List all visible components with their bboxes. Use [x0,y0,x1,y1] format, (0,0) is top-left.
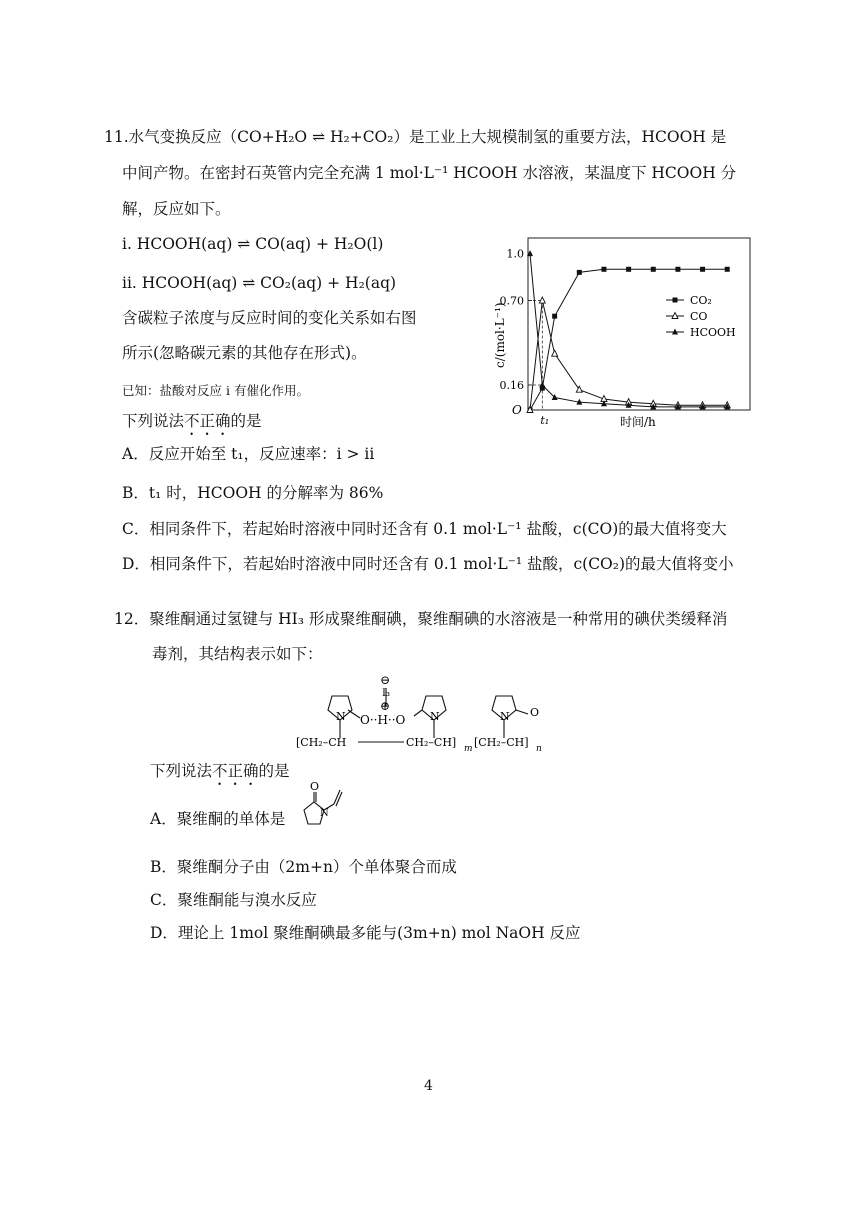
q11-line3: 解，反应如下。 [122,200,231,218]
n-label-2: N [430,710,440,723]
q11-reaction-i: i. HCOOH(aq) ⇌ CO(aq) + H₂O(l) [122,235,384,253]
point-s1-2 [552,350,558,356]
q12-ask [150,760,290,789]
q11-option-a: A．反应开始至 t₁，反应速率：i > ii [122,445,375,463]
point-s1-1 [539,297,545,303]
legend-marker-0 [673,298,678,303]
x-axis-label: 时间/h [620,415,656,429]
q11-option-d: D．相同条件下，若起始时溶液中同时还含有 0.1 mol·L⁻¹ 盐酸，c(CO₂)的最大值将变小 [122,555,734,573]
q11-ask-pre: 下列说法 [122,412,185,430]
q12-ask-post: 的是 [258,762,290,780]
q12-option-c: C．聚维酮能与溴水反应 [150,891,317,909]
chain-a: [CH₂–CH [296,736,347,749]
point-s0-6 [651,267,656,272]
q12-ask-emph: 不正确 [212,762,259,780]
point-s0-4 [601,267,606,272]
legend-label-2: HCOOH [690,326,736,339]
q11-line2: 中间产物。在密封石英管内完全充满 1 mol·L⁻¹ HCOOH 水溶液，某温度下 HCOOH 分 [122,164,737,182]
q11-known: 已知：盐酸对反应 i 有催化作用。 [122,383,309,398]
legend-label-1: CO [690,310,708,323]
q11-reaction-ii: ii. HCOOH(aq) ⇌ CO₂(aq) + H₂(aq) [122,274,397,292]
point-s0-2 [552,314,557,319]
y-tick-label-2: 0.16 [499,378,524,392]
monomer-n: N [320,808,329,819]
sub-n: n [536,744,542,754]
povidone-iodine-structure [296,670,596,760]
point-s0-7 [675,267,680,272]
i3-label: I₃ [382,688,390,699]
monomer-o: O [310,780,320,793]
page-number: 4 [424,1078,433,1094]
q11-ask [122,410,262,439]
n-label-3: N [500,710,510,723]
q12-line2: 毒剂，其结构表示如下： [152,645,323,663]
hbond-label: O··H··O [360,713,406,727]
o-label-3: O [530,706,540,719]
q12-line1: 12．聚维酮通过氢键与 HI₃ 形成聚维酮碘，聚维酮碘的水溶液是一种常用的碘伏类缓释消 [114,610,728,628]
chain-c: [CH₂–CH] [474,736,529,749]
y-tick-label-0: 1.0 [506,247,524,261]
chart-frame [528,238,750,410]
q12-option-a: A．聚维酮的单体是 [150,810,286,828]
point-s0-8 [700,267,705,272]
point-s0-3 [577,270,582,275]
q12-option-b: B．聚维酮分子由（2m+n）个单体聚合而成 [150,858,457,876]
chain-b: CH₂–CH] [406,736,457,749]
q11-ask-post: 的是 [230,412,262,430]
q11-desc2: 所示(忽略碳元素的其他存在形式)。 [122,344,367,362]
q11-option-c: C．相同条件下，若起始时溶液中同时还含有 0.1 mol·L⁻¹ 盐酸，c(CO)的最大值将变大 [122,520,727,538]
monomer-structure [290,780,360,840]
series-line-0 [530,269,727,410]
q12-ask-pre: 下列说法 [150,762,213,780]
q11-line1: 11.水气变换反应（CO+H₂O ⇌ H₂+CO₂）是工业上大规模制氢的重要方法，HCOOH 是 [104,128,727,146]
y-tick-label-1: 0.70 [499,294,524,308]
minus-charge: ⊖ [380,673,391,687]
point-s2-1 [539,381,545,387]
q11-option-b: B．t₁ 时，HCOOH 的分解率为 86% [122,484,384,502]
n-label-1: N [336,710,346,723]
sub-m: m [464,744,473,754]
chart-legend [666,294,736,339]
point-s0-5 [626,267,631,272]
q12-option-d: D．理论上 1mol 聚维酮碘最多能与(3m+n) mol NaOH 反应 [150,924,581,942]
plus-charge: ⊕ [380,699,391,713]
q11-ask-emph: 不正确 [184,412,231,430]
point-s0-9 [725,267,730,272]
legend-label-0: CO₂ [690,294,712,307]
concentration-time-chart [470,228,760,433]
x-tick-label-t1: t₁ [540,414,550,427]
y-axis-label: c/(mol·L⁻¹) [493,302,507,368]
q11-desc1: 含碳粒子浓度与反应时间的变化关系如右图 [122,309,417,327]
origin-label: O [512,403,522,417]
